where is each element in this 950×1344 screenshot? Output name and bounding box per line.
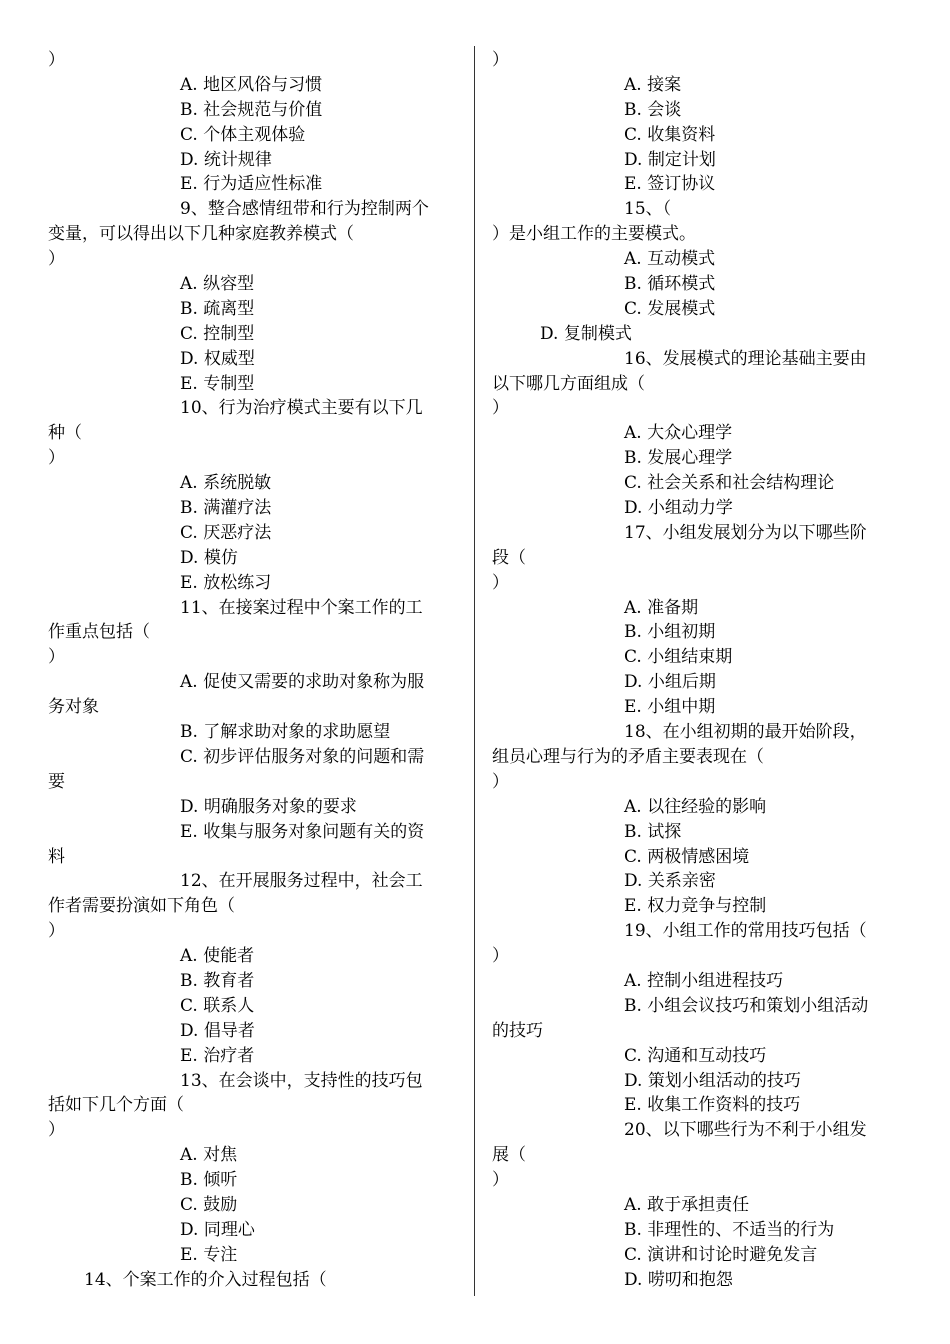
continuation-line: 展（ xyxy=(492,1145,526,1166)
option-line: B. 了解求助对象的求助愿望 xyxy=(180,722,391,743)
question-line: 12、在开展服务过程中，社会工 xyxy=(180,871,423,892)
continuation-line: 段（ xyxy=(492,547,526,568)
continuation-line: 的技巧 xyxy=(492,1020,543,1041)
option-line: A. 敢于承担责任 xyxy=(624,1194,750,1215)
option-line: B. 发展心理学 xyxy=(624,448,733,469)
option-line: B. 小组会议技巧和策划小组活动 xyxy=(624,995,869,1016)
option-line: B. 非理性的、不适当的行为 xyxy=(624,1219,835,1240)
option-line: C. 初步评估服务对象的问题和需 xyxy=(180,746,425,767)
option-line: E. 收集与服务对象问题有关的资 xyxy=(180,821,425,842)
continuation-line: ） xyxy=(492,398,509,419)
continuation-line: ） xyxy=(48,448,65,469)
question-line: 11、在接案过程中个案工作的工 xyxy=(180,597,423,618)
option-line: D. 唠叨和抱怨 xyxy=(624,1269,733,1290)
option-line: A. 互动模式 xyxy=(624,249,716,270)
option-line: A. 大众心理学 xyxy=(624,423,733,444)
option-line: E. 专注 xyxy=(180,1244,238,1265)
option-line: A. 纵容型 xyxy=(180,274,255,295)
continuation-line: ） xyxy=(492,1170,509,1191)
continuation-line: 作重点包括（ xyxy=(48,622,150,643)
option-line: B. 社会规范与价值 xyxy=(180,99,323,120)
option-line: C. 个体主观体验 xyxy=(180,124,306,145)
question-line: 14、个案工作的介入过程包括（ xyxy=(84,1269,327,1290)
question-line: 15、（ xyxy=(624,199,672,220)
continuation-line: ） xyxy=(492,50,509,70)
question-line: 13、在会谈中，支持性的技巧包 xyxy=(180,1070,423,1091)
column-divider xyxy=(474,46,475,1296)
option-line: D. 小组动力学 xyxy=(624,498,733,519)
option-line: C. 联系人 xyxy=(180,995,255,1016)
option-line: C. 演讲和讨论时避免发言 xyxy=(624,1244,818,1265)
option-line: C. 鼓励 xyxy=(180,1194,238,1215)
option-line: A. 系统脱敏 xyxy=(180,473,272,494)
continuation-line: ） xyxy=(492,771,509,792)
option-line: A. 促使又需要的求助对象称为服 xyxy=(180,672,425,693)
question-line: 17、小组发展划分为以下哪些阶 xyxy=(624,522,867,543)
question-line: 19、小组工作的常用技巧包括（ xyxy=(624,921,867,942)
option-line: D. 明确服务对象的要求 xyxy=(180,796,357,817)
right-column xyxy=(492,48,912,1293)
option-line: A. 使能者 xyxy=(180,946,255,967)
question-line: 16、发展模式的理论基础主要由 xyxy=(624,348,867,369)
continuation-line: ） xyxy=(48,921,65,942)
continuation-line: ） xyxy=(48,647,65,668)
continuation-line: ） xyxy=(48,1120,65,1141)
option-line: C. 两极情感困境 xyxy=(624,846,750,867)
option-line: E. 专制型 xyxy=(180,373,255,394)
continuation-line: 括如下几个方面（ xyxy=(48,1095,184,1116)
option-line: C. 沟通和互动技巧 xyxy=(624,1045,767,1066)
option-line: B. 倾听 xyxy=(180,1170,238,1191)
continuation-line: ）是小组工作的主要模式。 xyxy=(492,224,696,245)
option-line: E. 放松练习 xyxy=(180,572,272,593)
option-line: A. 准备期 xyxy=(624,597,699,618)
option-line: A. 控制小组进程技巧 xyxy=(624,970,784,991)
option-line: D. 制定计划 xyxy=(624,149,716,170)
option-line: C. 小组结束期 xyxy=(624,647,733,668)
continuation-line: ） xyxy=(492,946,509,967)
option-line: C. 社会关系和社会结构理论 xyxy=(624,473,835,494)
option-line: C. 厌恶疗法 xyxy=(180,522,272,543)
option-line: D. 复制模式 xyxy=(540,323,632,344)
option-line: D. 倡导者 xyxy=(180,1020,255,1041)
option-line: D. 统计规律 xyxy=(180,149,272,170)
continuation-line: 务对象 xyxy=(48,697,99,718)
option-line: B. 试探 xyxy=(624,821,682,842)
continuation-line: 料 xyxy=(48,846,65,867)
option-line: C. 发展模式 xyxy=(624,298,716,319)
option-line: D. 权威型 xyxy=(180,348,255,369)
option-line: B. 循环模式 xyxy=(624,274,716,295)
option-line: A. 接案 xyxy=(624,74,682,95)
continuation-line: 要 xyxy=(48,771,65,792)
question-line: 18、在小组初期的最开始阶段， xyxy=(624,722,867,743)
continuation-line: 变量，可以得出以下几种家庭教养模式（ xyxy=(48,224,354,245)
option-line: E. 治疗者 xyxy=(180,1045,255,1066)
option-line: B. 小组初期 xyxy=(624,622,716,643)
continuation-line: ） xyxy=(48,249,65,270)
option-line: E. 权力竞争与控制 xyxy=(624,896,767,917)
option-line: B. 教育者 xyxy=(180,970,255,991)
left-column xyxy=(48,48,460,1293)
option-line: C. 收集资料 xyxy=(624,124,716,145)
option-line: E. 签订协议 xyxy=(624,174,716,195)
option-line: D. 策划小组活动的技巧 xyxy=(624,1070,801,1091)
option-line: D. 关系亲密 xyxy=(624,871,716,892)
option-line: D. 小组后期 xyxy=(624,672,716,693)
continuation-line: 作者需要扮演如下角色（ xyxy=(48,896,235,917)
option-line: B. 会谈 xyxy=(624,99,682,120)
continuation-line: 种（ xyxy=(48,423,82,444)
question-line: 10、行为治疗模式主要有以下几 xyxy=(180,398,423,419)
continuation-line: ） xyxy=(48,50,65,70)
option-line: A. 对焦 xyxy=(180,1145,238,1166)
continuation-line: 以下哪几方面组成（ xyxy=(492,373,645,394)
option-line: D. 模仿 xyxy=(180,547,238,568)
option-line: C. 控制型 xyxy=(180,323,255,344)
question-line: 20、以下哪些行为不利于小组发 xyxy=(624,1120,867,1141)
option-line: B. 满灌疗法 xyxy=(180,498,272,519)
continuation-line: ） xyxy=(492,572,509,593)
continuation-line: 组员心理与行为的矛盾主要表现在（ xyxy=(492,746,764,767)
option-line: E. 收集工作资料的技巧 xyxy=(624,1095,801,1116)
question-line: 9、整合感情纽带和行为控制两个 xyxy=(180,199,429,220)
option-line: D. 同理心 xyxy=(180,1219,255,1240)
option-line: E. 行为适应性标准 xyxy=(180,174,323,195)
option-line: A. 以往经验的影响 xyxy=(624,796,767,817)
option-line: A. 地区风俗与习惯 xyxy=(180,74,323,95)
option-line: B. 疏离型 xyxy=(180,298,255,319)
option-line: E. 小组中期 xyxy=(624,697,716,718)
